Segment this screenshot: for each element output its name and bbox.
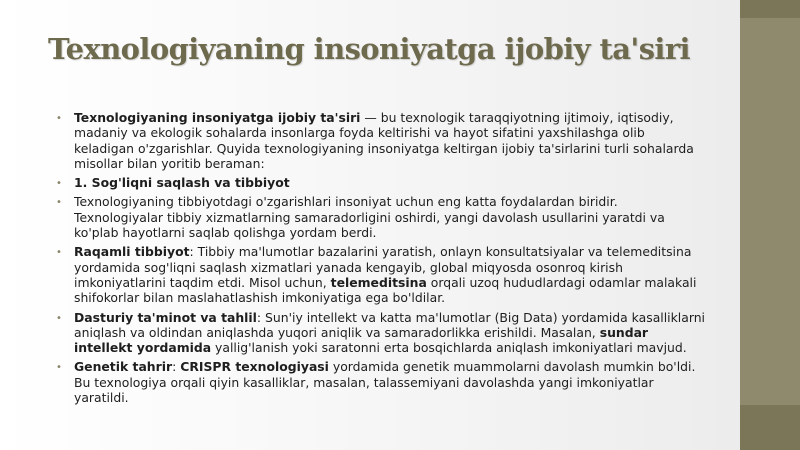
side-bar-band-top: [740, 0, 800, 18]
digital-medicine-text: : Tibbiy ma'lumotlar bazalarini yaratish, onlayn konsultatsiyalar va telemeditsina yordamida sog'liqni saqlash xizmatlari yanada kengayib, global miqyosda osonroq kirish imkoniyatlarini taqdim etdi. Misol uchun,: [74, 244, 692, 290]
bullet-icon: •: [56, 312, 62, 324]
side-bar-band-bottom: [740, 405, 800, 450]
medicine-text: Texnologiyaning tibbiyotdagi o'zgarishlari insoniyat uchun eng katta foydalardan biridir. Texnologiyalar tibbiy xizmatlarning samaradorligini oshirdi, yangi davolash usullarini yaratdi va ko'plab hayotlarni saqlab qolishga yordam berdi.: [74, 194, 665, 241]
bullet-icon: •: [56, 178, 62, 190]
genetics-bold: Genetik tahrir: [74, 359, 173, 375]
digital-medicine-bold: Raqamli tibbiyot: [74, 244, 190, 260]
ai-bold: sundar intellekt yordamida: [74, 324, 649, 356]
bullet-icon: •: [56, 197, 62, 209]
list-item-heading: [56, 175, 706, 190]
section-heading: 1. Sog'liqni saqlash va tibbiyot: [74, 175, 290, 191]
telemedicine-bold: telemeditsina: [330, 274, 427, 290]
list-item-genetics: [56, 359, 706, 405]
list-item-medicine: [56, 194, 706, 240]
slide-content-list: [56, 110, 706, 409]
list-item-digital-medicine: [56, 244, 706, 305]
slide-title: Texnologiyaning insoniyatga ijobiy ta'siri: [48, 32, 690, 66]
software-text-end: yallig'lanish yoki saratonni erta bosqichlarda aniqlash imkoniyatlari mavjud.: [211, 340, 687, 356]
digital-medicine-text-end: orqali uzoq hududlardagi odamlar malakali shifokorlar bilan maslahatlashish imkoniyatiga ega bo'ldilar.: [74, 274, 697, 306]
list-item-intro: [56, 110, 706, 171]
bullet-icon: •: [56, 113, 62, 124]
decorative-side-bar: [740, 0, 800, 450]
intro-text: — bu texnologik taraqqiyotning ijtimoiy, iqtisodiy, madaniy va ekologik sohalarda insonlarga foyda keltirishi va hayot sifatini yaxshilashga olib keladigan o'zgarishlar. Quyida texnologiyaning insoniyatga keltirgan ijobiy ta'sirlarini turli sohalarda misollar bilan yoritib beraman:: [74, 110, 694, 171]
genetics-text-end: yordamida genetik muammolarni davolash mumkin bo'ldi. Bu texnologiya orqali qiyin kasalliklar, masalan, talassemiyani davolashda yangi imkoniyatlar yaratildi.: [74, 359, 696, 406]
intro-bold: Texnologiyaning insoniyatga ijobiy ta'siri: [74, 110, 361, 125]
bullet-icon: •: [56, 362, 62, 374]
software-text: : Sun'iy intellekt va katta ma'lumotlar (Big Data) yordamida kasalliklarni aniqlash va oldindan aniqlashda yuqori aniqlik va samaradorlikka erishildi. Masalan,: [74, 309, 705, 340]
bullet-icon: •: [56, 247, 62, 259]
genetics-text: :: [172, 359, 181, 375]
list-item-software: [56, 310, 706, 356]
software-bold: Dasturiy ta'minot va tahlil: [74, 309, 257, 325]
crispr-bold: CRISPR texnologiyasi: [180, 359, 329, 375]
